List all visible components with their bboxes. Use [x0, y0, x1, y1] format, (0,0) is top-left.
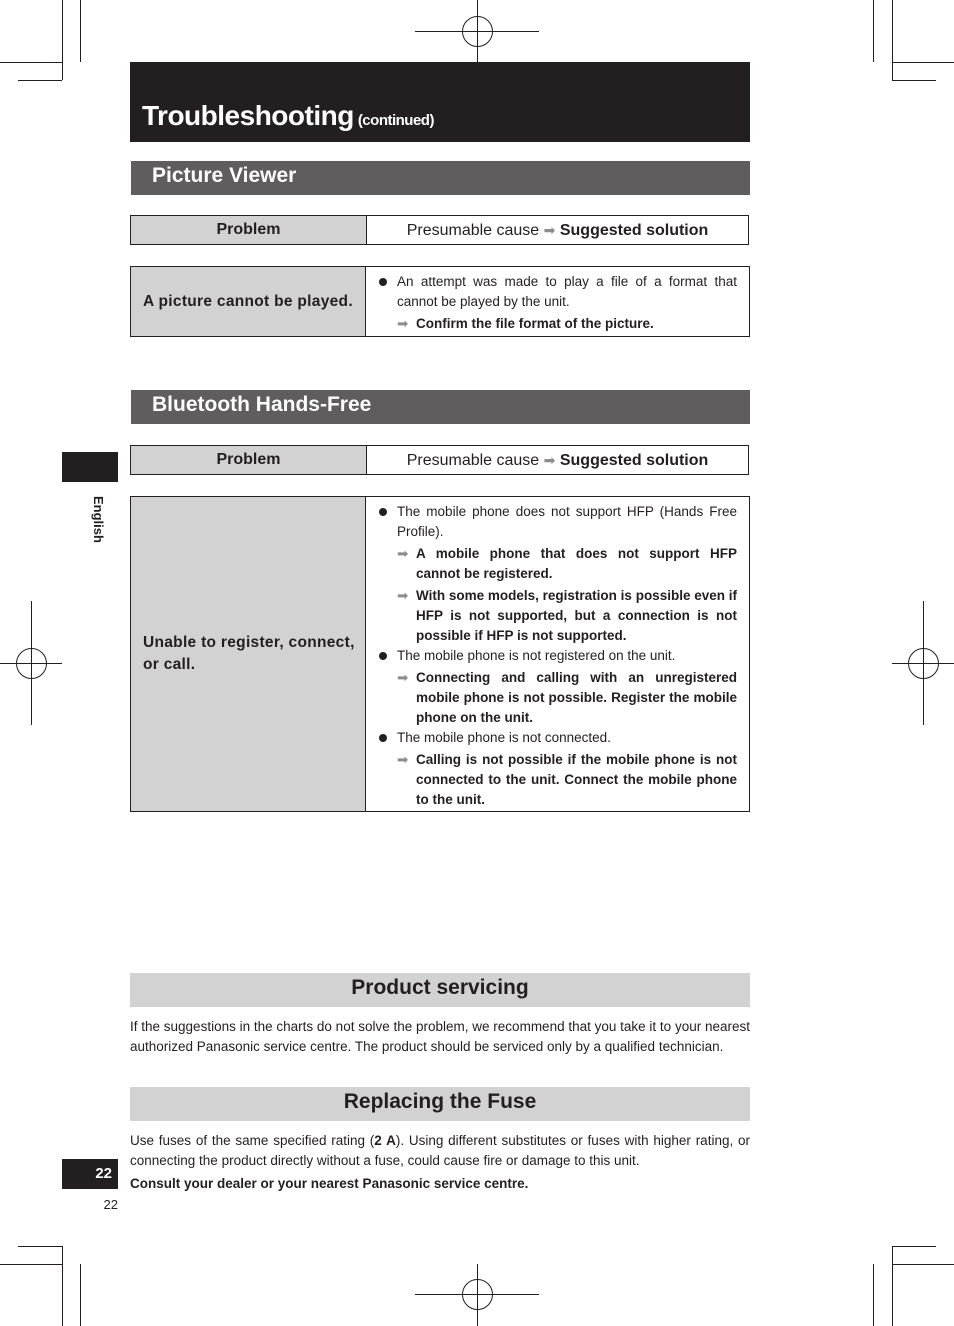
- fuse-text: Use fuses of the same specified rating (2 A). Using different substitutes or fuses with higher rating, or connecting the product directly without a fuse, could cause fire or damage to this unit.: [130, 1133, 750, 1168]
- solution-item: ➡ Confirm the file format of the picture.: [378, 314, 737, 334]
- column-header-problem: Problem: [131, 446, 367, 474]
- page-title: [142, 100, 434, 132]
- section-heading-product-servicing: Product servicing: [130, 973, 750, 1007]
- column-header-cause-solution: Presumable cause ➡ Suggested solution: [406, 452, 709, 469]
- cause-cell: [366, 267, 749, 336]
- crop-mark: [892, 1246, 936, 1247]
- crop-mark: [892, 0, 893, 80]
- arrow-right-icon: ➡: [397, 588, 409, 603]
- cause-item: An attempt was made to play a file of a format that cannot be played by the unit.: [378, 272, 737, 312]
- crop-mark: [80, 1264, 81, 1326]
- arrow-right-icon: ➡: [397, 752, 409, 767]
- table-row: [130, 496, 750, 812]
- cause-item: The mobile phone does not support HFP (Hands Free Profile).: [378, 502, 737, 542]
- arrow-right-icon: ➡: [543, 452, 556, 468]
- column-header-cause-solution: Presumable cause ➡ Suggested solution: [406, 222, 709, 239]
- section-heading-fuse: Replacing the Fuse: [130, 1087, 750, 1121]
- cause-item: The mobile phone is not registered on the unit.: [378, 646, 737, 666]
- section-heading-picture-viewer: Picture Viewer: [131, 161, 750, 195]
- crop-mark: [62, 0, 63, 80]
- crop-mark: [0, 1264, 62, 1265]
- solution-item: ➡ Calling is not possible if the mobile phone is not connected to the unit. Connect the mobile phone to the unit.: [397, 752, 737, 807]
- crop-mark: [80, 0, 81, 62]
- language-label: English: [91, 496, 106, 543]
- product-servicing-text: If the suggestions in the charts do not solve the problem, we recommend that you take it to your nearest authorized Panasonic service centre. The product should be serviced only by a qualified technician.: [130, 1019, 750, 1054]
- fuse-rating: 2 A: [374, 1133, 396, 1148]
- crop-mark: [62, 1246, 63, 1326]
- cause-cell: [366, 497, 749, 811]
- page-title-continued: (continued): [357, 112, 434, 129]
- solution-item: ➡ Connecting and calling with an unregistered mobile phone is not possible. Register the mobile phone on the unit.: [397, 670, 737, 725]
- crop-mark: [892, 80, 936, 81]
- crop-mark: [892, 1264, 954, 1265]
- arrow-right-icon: ➡: [397, 546, 409, 561]
- crop-mark: [873, 1264, 874, 1326]
- section-heading-bluetooth: Bluetooth Hands-Free: [131, 390, 750, 424]
- page-title-text: Troubleshooting: [142, 100, 354, 131]
- arrow-right-icon: ➡: [397, 670, 409, 685]
- solution-item: ➡ A mobile phone that does not support HFP cannot be registered.: [397, 546, 737, 581]
- cause-item: The mobile phone is not connected.: [378, 728, 737, 748]
- page-tab: 22: [62, 1159, 118, 1189]
- arrow-right-icon: ➡: [543, 222, 556, 238]
- crop-mark: [892, 62, 954, 63]
- crop-mark: [873, 0, 874, 62]
- crop-mark: [892, 1246, 893, 1326]
- solution-item: ➡ With some models, registration is possible even if HFP is not supported, but a connection is not possible if HFP is not supported.: [397, 588, 737, 643]
- column-header-problem: Problem: [131, 216, 367, 244]
- crop-mark: [18, 1246, 62, 1247]
- fuse-note: Consult your dealer or your nearest Panasonic service centre.: [130, 1176, 529, 1191]
- language-tab: [62, 452, 118, 482]
- page-number: 22: [103, 1197, 118, 1212]
- problem-cell: A picture cannot be played.: [131, 267, 366, 336]
- crop-mark: [18, 80, 62, 81]
- arrow-right-icon: ➡: [397, 316, 409, 331]
- table-row: [130, 266, 750, 337]
- page-header: [130, 62, 750, 142]
- problem-cell: Unable to register, connect, or call.: [131, 497, 366, 811]
- table-header: [130, 445, 749, 475]
- table-header: [130, 215, 749, 245]
- crop-mark: [0, 62, 62, 63]
